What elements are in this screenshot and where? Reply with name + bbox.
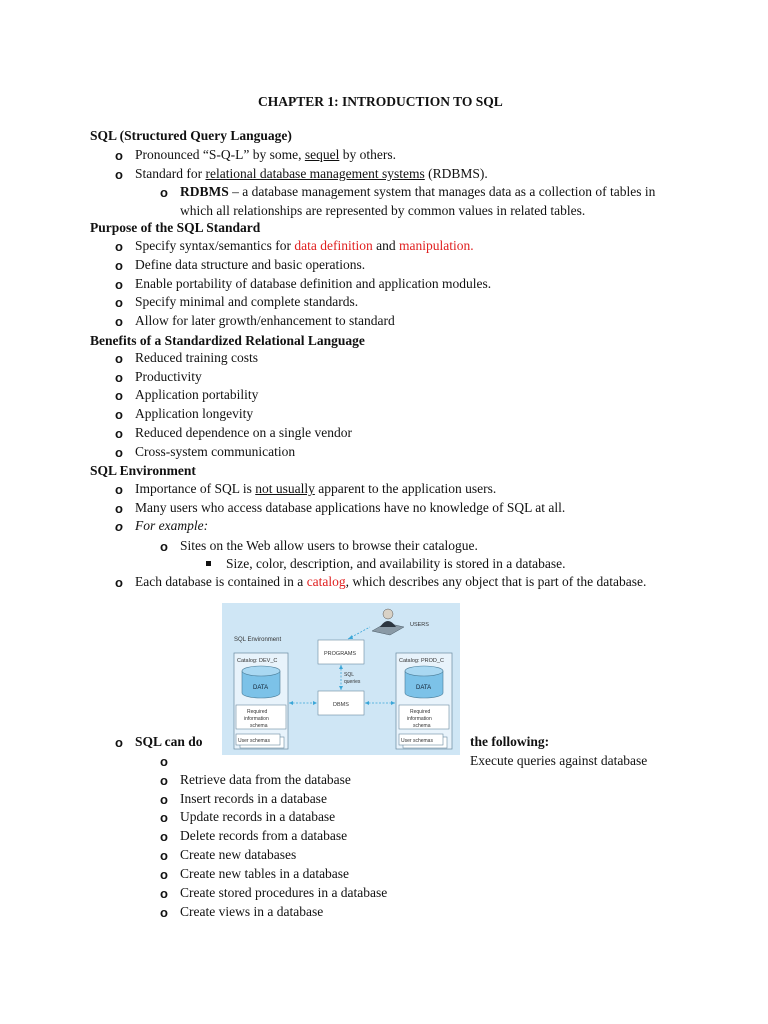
users-label: USERS [410, 622, 429, 628]
list-item: Each database is contained in a catalog, which describes any object that is part of the database. [135, 574, 647, 589]
list-item: Importance of SQL is not usually apparent to the application users. [135, 481, 497, 496]
catalog-dev-label: Catalog: DEV_C [237, 658, 278, 664]
bullet: o [115, 735, 123, 750]
list-item: Pronounced “S-Q-L” by some, sequel by others. [135, 147, 396, 162]
list-item: Create views in a database [180, 904, 324, 919]
bullet: o [160, 539, 168, 554]
section-heading-sql: SQL (Structured Query Language) [90, 128, 292, 143]
list-item: Productivity [135, 369, 202, 384]
list-item: Sites on the Web allow users to browse their catalogue. [180, 538, 478, 553]
list-item: RDBMS – a database management system that manages data as a collection of tables in [180, 184, 656, 199]
list-item: Create stored procedures in a database [180, 885, 388, 900]
bullet: o [115, 148, 123, 163]
data-label: DATA [416, 685, 432, 691]
list-item: Size, color, description, and availability is stored in a database. [226, 556, 566, 571]
bullet: o [115, 445, 123, 460]
data-cylinder-top [405, 666, 443, 676]
list-item: Create new databases [180, 847, 297, 862]
list-item: Specify minimal and complete standards. [135, 294, 359, 309]
list-item: Application portability [135, 387, 259, 402]
required-schema-label: Required [247, 709, 268, 715]
bullet: o [160, 867, 168, 882]
bullet: o [160, 848, 168, 863]
bullet: o [115, 167, 123, 182]
sql-queries-label: queries [344, 679, 361, 685]
bullet: o [160, 185, 168, 200]
list-item: Standard for relational database management systems (RDBMS). [135, 166, 488, 181]
list-item: Cross-system communication [135, 444, 296, 459]
bullet: o [160, 905, 168, 920]
section-heading-benefits: Benefits of a Standardized Relational Language [90, 333, 365, 348]
list-item: Reduced dependence on a single vendor [135, 425, 353, 440]
bullet: o [115, 519, 123, 534]
required-schema-label: schema [413, 723, 431, 729]
bullet: o [115, 482, 123, 497]
user-schemas-label: User schemas [401, 738, 433, 744]
bullet: o [160, 754, 168, 769]
list-item: Reduced training costs [135, 350, 258, 365]
list-item: Delete records from a database [180, 828, 348, 843]
square-bullet-icon [206, 561, 211, 566]
sql-environment-figure [222, 603, 460, 755]
bullet: o [115, 351, 123, 366]
list-item: Specify syntax/semantics for data definition and manipulation. [135, 238, 474, 253]
user-schemas-label: User schemas [238, 738, 270, 744]
list-item: Define data structure and basic operations. [135, 257, 366, 272]
required-schema-label: Required [410, 709, 431, 715]
bullet: o [115, 501, 123, 516]
dbms-label: DBMS [333, 702, 349, 708]
bullet: o [115, 388, 123, 403]
required-schema-label: schema [250, 723, 268, 729]
bullet: o [115, 277, 123, 292]
users-icon [372, 609, 404, 635]
bullet: o [115, 370, 123, 385]
bullet: o [160, 829, 168, 844]
figure-env-label: SQL Environment [234, 637, 282, 643]
list-item: For example: [135, 518, 209, 533]
bullet: o [115, 314, 123, 329]
list-item-continuation: which all relationships are represented by common values in related tables. [180, 203, 586, 218]
data-cylinder-top [242, 666, 280, 676]
required-schema-label: information [244, 716, 269, 722]
page-title: CHAPTER 1: INTRODUCTION TO SQL [258, 94, 503, 109]
list-item: Insert records in a database [180, 791, 327, 806]
list-item: Retrieve data from the database [180, 772, 351, 787]
list-item: Allow for later growth/enhancement to standard [135, 313, 395, 328]
list-item: Execute queries against database [470, 753, 648, 768]
bullet: o [160, 886, 168, 901]
section-lead-left: SQL can do [135, 734, 203, 749]
bullet: o [115, 407, 123, 422]
section-heading-environment: SQL Environment [90, 463, 196, 478]
section-lead-right: the following: [470, 734, 550, 749]
list-item: Many users who access database applications have no knowledge of SQL at all. [135, 500, 566, 515]
list-item: Create new tables in a database [180, 866, 350, 881]
bullet: o [160, 773, 168, 788]
list-item: Enable portability of database definition and application modules. [135, 276, 492, 291]
bullet: o [115, 426, 123, 441]
catalog-prod-label: Catalog: PROD_C [399, 658, 444, 664]
bullet: o [160, 792, 168, 807]
bullet: o [115, 575, 123, 590]
bullet: o [160, 810, 168, 825]
sql-queries-label: SQL [344, 672, 355, 678]
data-label: DATA [253, 685, 269, 691]
required-schema-label: information [407, 716, 432, 722]
bullet: o [115, 239, 123, 254]
list-item: Update records in a database [180, 809, 336, 824]
programs-label: PROGRAMS [324, 651, 357, 657]
bullet: o [115, 258, 123, 273]
bullet: o [115, 295, 123, 310]
section-heading-purpose: Purpose of the SQL Standard [90, 220, 261, 235]
list-item: Application longevity [135, 406, 254, 421]
